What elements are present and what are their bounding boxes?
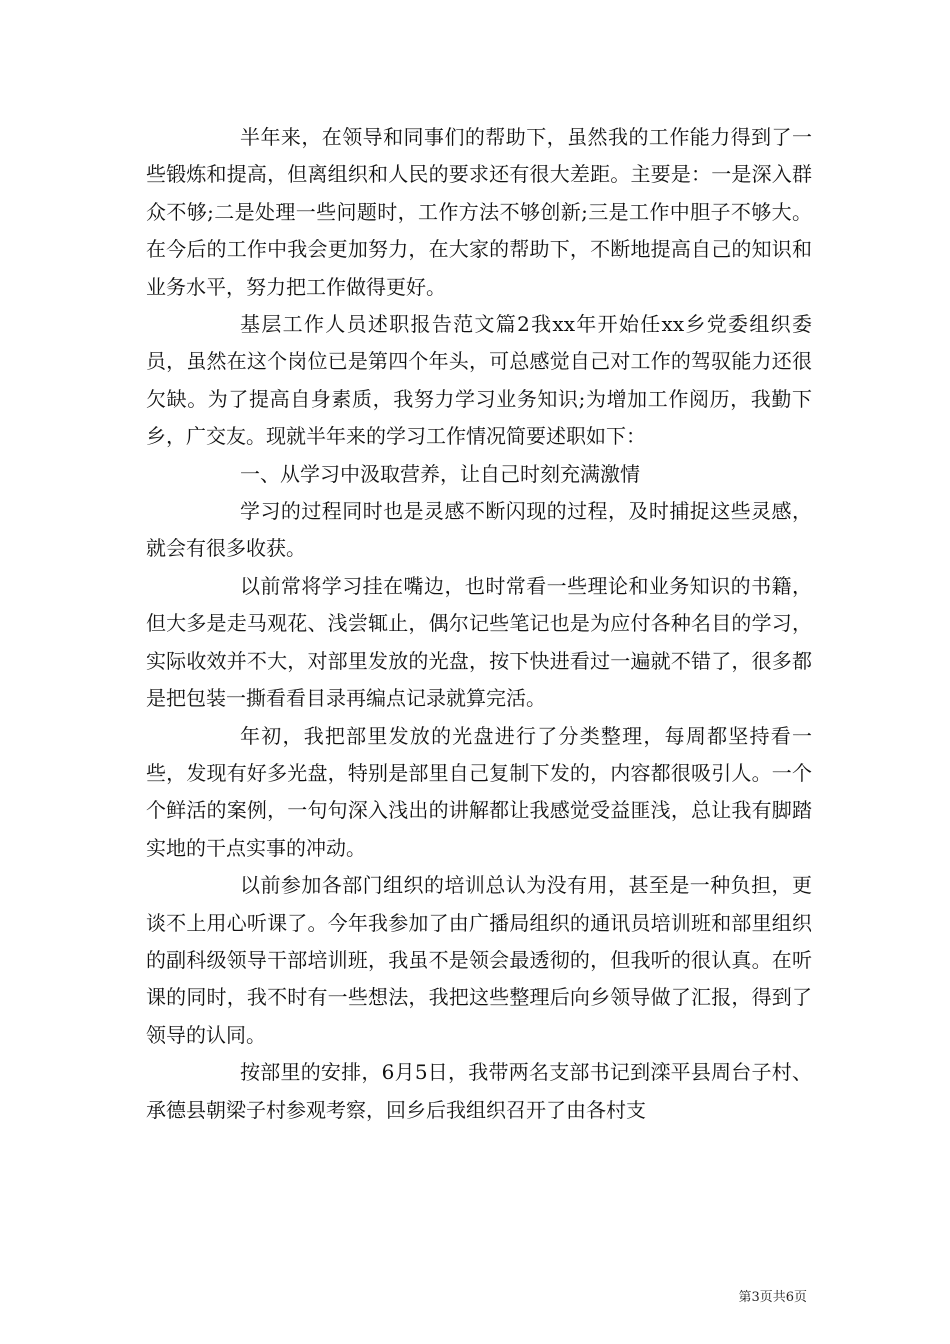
paragraph-6: 以前参加各部门组织的培训总认为没有用，甚至是一种负担，更谈不上用心听课了。今年我参加了由广播局组织的通讯员培训班和部里组织的副科级领导干部培训班，我虽不是领会最透彻的，但我听的很认真。在听课的同时，我不时有一些想法，我把这些整理后向乡领导做了汇报，得到了领导的认同。 bbox=[146, 873, 812, 1047]
paragraph-4: 以前常将学习挂在嘴边，也时常看一些理论和业务知识的书籍，但大多是走马观花、浅尝辄止，偶尔记些笔记也是为应付各种名目的学习，实际收效并不大，对部里发放的光盘，按下快进看过一遍就不错了，很多都是把包装一撕看看目录再编点记录就算完活。 bbox=[146, 573, 812, 711]
paragraph-5: 年初，我把部里发放的光盘进行了分类整理，每周都坚持看一些，发现有好多光盘，特别是部里自己复制下发的，内容都很吸引人。一个个鲜活的案例，一句句深入浅出的讲解都让我感觉受益匪浅，总让我有脚踏实地的干点实事的冲动。 bbox=[146, 723, 812, 860]
section-heading: 一、从学习中汲取营养，让自己时刻充满激情 bbox=[240, 461, 640, 486]
paragraph-3: 学习的过程同时也是灵感不断闪现的过程，及时捕捉这些灵感，就会有很多收获。 bbox=[146, 499, 812, 561]
paragraph-2: 基层工作人员述职报告范文篇2我xx年开始任xx乡党委组织委员，虽然在这个岗位已是第四个年头，可总感觉自己对工作的驾驭能力还很欠缺。为了提高自身素质，我努力学习业务知识;为增加工作阅历，我勤下乡，广交友。现就半年来的学习工作情况简要述职如下： bbox=[146, 312, 812, 449]
paragraph-1: 半年来，在领导和同事们的帮助下，虽然我的工作能力得到了一些锻炼和提高，但离组织和人民的要求还有很大差距。主要是：一是深入群众不够;二是处理一些问题时，工作方法不够创新;三是工作中胆子不够大。在今后的工作中我会更加努力，在大家的帮助下，不断地提高自己的知识和业务水平，努力把工作做得更好。 bbox=[146, 125, 812, 299]
page-number-footer: 第3页共6页 bbox=[738, 1290, 807, 1305]
document-body bbox=[146, 119, 812, 1129]
paragraph-7: 按部里的安排，6月5日，我带两名支部书记到滦平县周台子村、承德县朝梁子村参观考察，回乡后我组织召开了由各村支 bbox=[146, 1060, 812, 1122]
